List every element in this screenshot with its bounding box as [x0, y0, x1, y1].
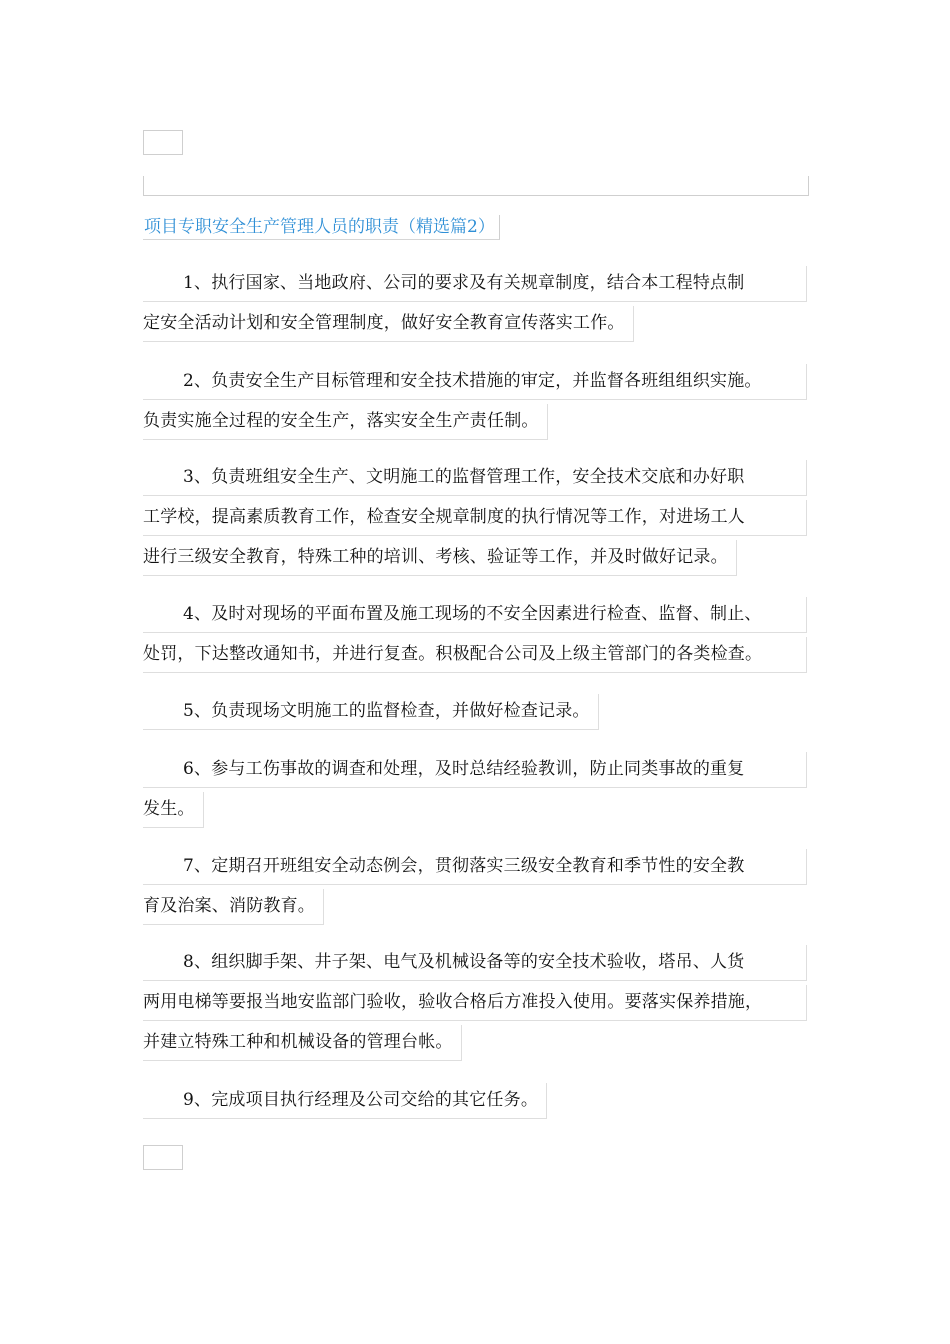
paragraph-line: 3、负责班组安全生产、文明施工的监督管理工作，安全技术交底和办好职 [143, 460, 807, 496]
empty-box-bottom [143, 1145, 183, 1170]
empty-box-top [143, 130, 183, 155]
paragraph-2 [143, 364, 807, 444]
paragraph-8 [143, 945, 807, 1065]
paragraph-line: 处罚，下达整改通知书，并进行复查。积极配合公司及上级主管部门的各类检查。 [143, 637, 807, 673]
paragraph-7 [143, 849, 807, 929]
header-strip [143, 176, 809, 196]
paragraph-9 [143, 1083, 807, 1123]
paragraph-line: 工学校，提高素质教育工作，检查安全规章制度的执行情况等工作，对进场工人 [143, 500, 807, 536]
paragraph-line: 1、执行国家、当地政府、公司的要求及有关规章制度，结合本工程特点制 [143, 266, 807, 302]
paragraph-line: 6、参与工伤事故的调查和处理，及时总结经验教训，防止同类事故的重复 [143, 752, 807, 788]
paragraph-line: 育及治案、消防教育。 [143, 889, 324, 925]
paragraph-6 [143, 752, 807, 832]
paragraph-3 [143, 460, 807, 580]
paragraph-line: 并建立特殊工种和机械设备的管理台帐。 [143, 1025, 462, 1061]
paragraph-line: 2、负责安全生产目标管理和安全技术措施的审定，并监督各班组组织实施。 [143, 364, 807, 400]
paragraph-1 [143, 266, 807, 346]
paragraph-line: 进行三级安全教育，特殊工种的培训、考核、验证等工作，并及时做好记录。 [143, 540, 737, 576]
paragraph-line: 发生。 [143, 792, 204, 828]
section-title: 项目专职安全生产管理人员的职责（精选篇2） [143, 215, 500, 240]
paragraph-line: 负责实施全过程的安全生产，落实安全生产责任制。 [143, 404, 548, 440]
paragraph-line: 两用电梯等要报当地安监部门验收，验收合格后方准投入使用。要落实保养措施， [143, 985, 807, 1021]
paragraph-5 [143, 694, 807, 734]
paragraph-line: 4、及时对现场的平面布置及施工现场的不安全因素进行检查、监督、制止、 [143, 597, 807, 633]
paragraph-line: 8、组织脚手架、井子架、电气及机械设备等的安全技术验收，塔吊、人货 [143, 945, 807, 981]
paragraph-4 [143, 597, 807, 677]
paragraph-line: 定安全活动计划和安全管理制度，做好安全教育宣传落实工作。 [143, 306, 634, 342]
paragraph-line: 7、定期召开班组安全动态例会，贯彻落实三级安全教育和季节性的安全教 [143, 849, 807, 885]
paragraph-line: 9、完成项目执行经理及公司交给的其它任务。 [143, 1083, 547, 1119]
paragraph-line: 5、负责现场文明施工的监督检查，并做好检查记录。 [143, 694, 599, 730]
